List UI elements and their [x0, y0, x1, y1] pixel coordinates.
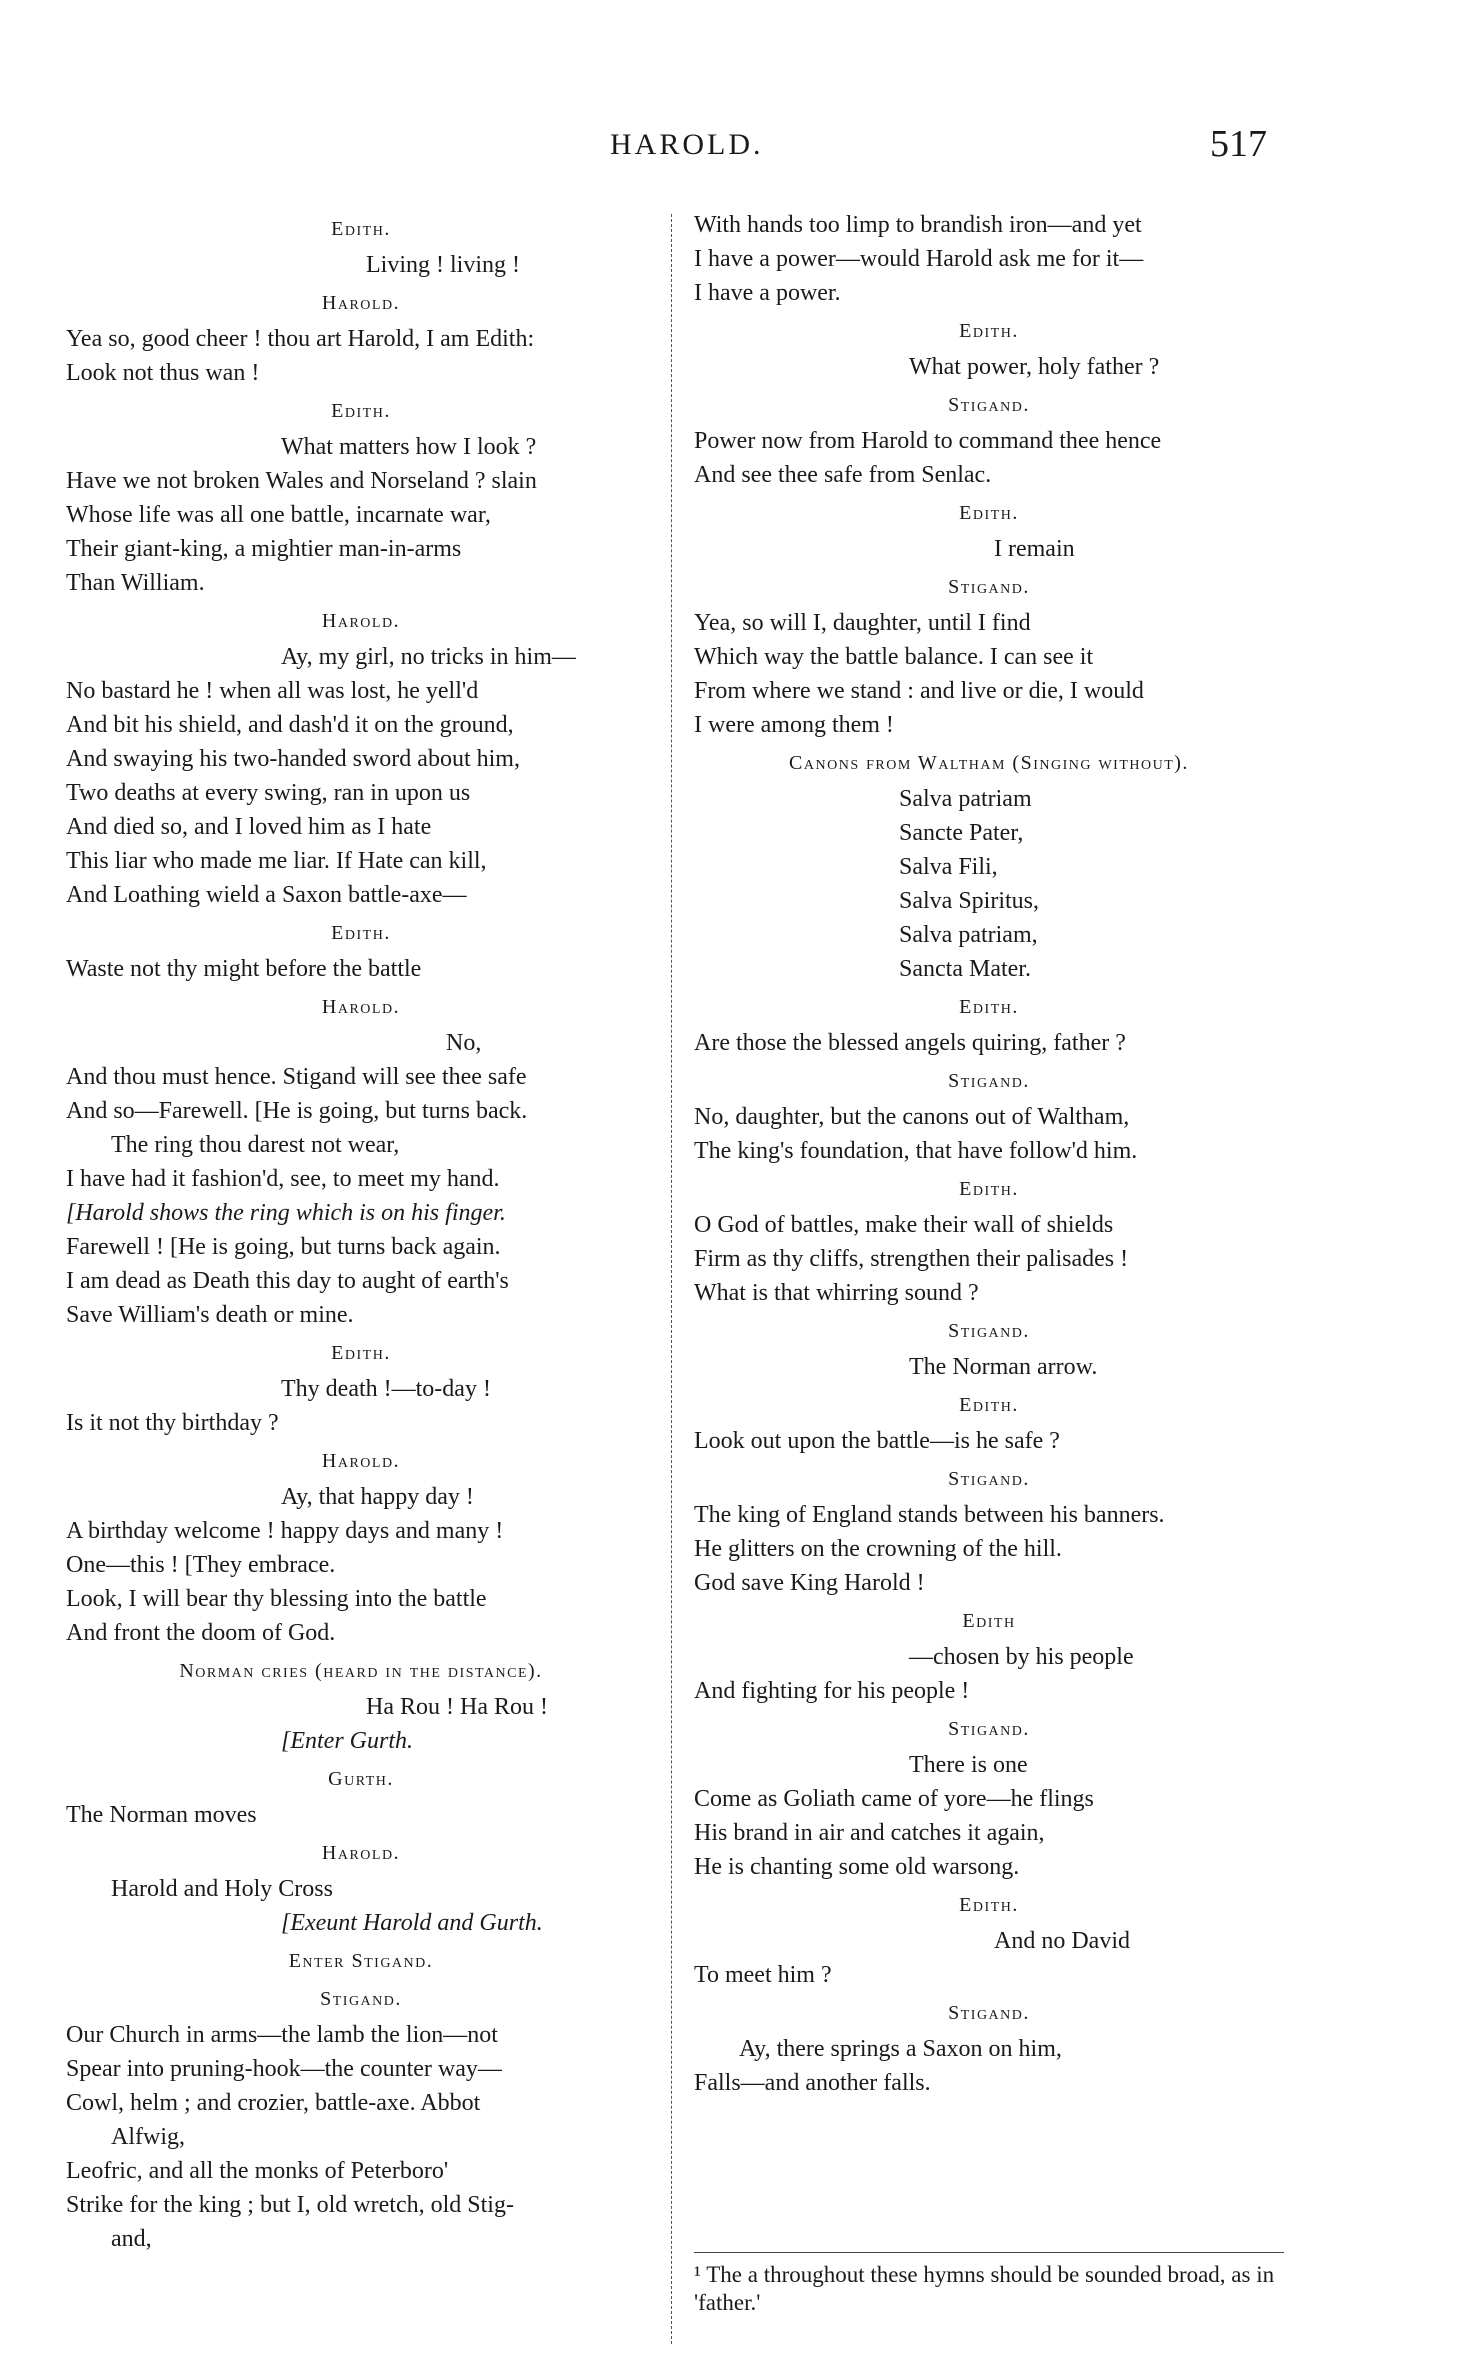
verse-line: Ha Rou ! Ha Rou !: [366, 1694, 548, 1720]
verse-line: No,: [446, 1030, 482, 1056]
verse-line: The Norman arrow.: [909, 1354, 1098, 1380]
verse-line: Living ! living !: [366, 252, 520, 278]
verse-line: His brand in air and catches it again,: [694, 1820, 1045, 1846]
verse-line: What is that whirring sound ?: [694, 1280, 979, 1306]
verse-line: Falls—and another falls.: [694, 2070, 931, 2096]
verse-line: Our Church in arms—the lamb the lion—not: [66, 2022, 498, 2048]
speaker-name: Edith.: [959, 1894, 1019, 1916]
speaker-name: Edith.: [959, 320, 1019, 342]
verse-line: And front the doom of God.: [66, 1620, 336, 1646]
verse-line: —chosen by his people: [909, 1644, 1134, 1670]
verse-line: Harold and Holy Cross: [111, 1876, 333, 1902]
verse-line: Which way the battle balance. I can see it: [694, 644, 1094, 670]
speaker-name: Edith.: [959, 502, 1019, 524]
speaker-name: Stigand.: [948, 394, 1030, 416]
verse-line: The ring thou darest not wear,: [111, 1132, 400, 1158]
verse-line: Look not thus wan !: [66, 360, 260, 386]
verse-line: Sancte Pater,: [899, 820, 1024, 846]
verse-line: To meet him ?: [694, 1962, 832, 1988]
speaker-name: Stigand.: [948, 2002, 1030, 2024]
verse-line: And died so, and I loved him as I hate: [66, 814, 432, 840]
verse-line: And bit his shield, and dash'd it on the ground,: [66, 712, 514, 738]
verse-line: I have a power—would Harold ask me for it—: [694, 246, 1144, 272]
verse-line: Have we not broken Wales and Norseland ? slain: [66, 468, 537, 494]
speaker-name: Edith.: [331, 922, 391, 944]
verse-line: [Harold shows the ring which is on his finger.: [66, 1200, 506, 1226]
verse-line: Ay, there springs a Saxon on him,: [739, 2036, 1062, 2062]
speaker-name: Stigand.: [948, 1070, 1030, 1092]
speaker-name: Gurth.: [328, 1768, 394, 1790]
speaker-name: Stigand.: [948, 1718, 1030, 1740]
verse-line: From where we stand : and live or die, I would: [694, 678, 1144, 704]
speaker-name: Edith.: [331, 218, 391, 240]
verse-line: And see thee safe from Senlac.: [694, 462, 992, 488]
verse-line: Firm as thy cliffs, strengthen their palisades !: [694, 1246, 1129, 1272]
speaker-name: Stigand.: [948, 576, 1030, 598]
right-column: [694, 208, 1284, 2100]
verse-line: And Loathing wield a Saxon battle-axe—: [66, 882, 467, 908]
verse-line: And no David: [994, 1928, 1130, 1954]
verse-line: Power now from Harold to command thee hence: [694, 428, 1162, 454]
verse-line: A birthday welcome ! happy days and many !: [66, 1518, 504, 1544]
verse-line: Two deaths at every swing, ran in upon us: [66, 780, 471, 806]
verse-line: Strike for the king ; but I, old wretch, old Stig-: [66, 2192, 514, 2218]
verse-line: Thy death !—to-day !: [281, 1376, 491, 1402]
left-column: [66, 208, 656, 2256]
speaker-name: Harold.: [321, 1842, 401, 1864]
verse-line: Than William.: [66, 570, 205, 596]
verse-line: One—this ! [They embrace.: [66, 1552, 336, 1578]
verse-line: I were among them !: [694, 712, 894, 738]
verse-line: Salva Spiritus,: [899, 888, 1040, 914]
verse-line: Leofric, and all the monks of Peterboro': [66, 2158, 449, 2184]
verse-line: Their giant-king, a mightier man-in-arms: [66, 536, 462, 562]
verse-line: And so—Farewell. [He is going, but turns back.: [66, 1098, 528, 1124]
verse-line: And thou must hence. Stigand will see thee safe: [66, 1064, 527, 1090]
verse-line: Sancta Mater.: [899, 956, 1031, 982]
verse-line: I remain: [994, 536, 1075, 562]
verse-line: Look out upon the battle—is he safe ?: [694, 1428, 1060, 1454]
verse-line: Yea so, good cheer ! thou art Harold, I am Edith:: [66, 326, 535, 352]
verse-line: There is one: [909, 1752, 1028, 1778]
speaker-name: Harold.: [321, 610, 401, 632]
verse-line: Ay, my girl, no tricks in him—: [281, 644, 576, 670]
verse-line: O God of battles, make their wall of shields: [694, 1212, 1114, 1238]
verse-line: Salva Fili,: [899, 854, 998, 880]
column-divider: [671, 214, 672, 2344]
running-title: HAROLD.: [610, 128, 764, 161]
verse-line: What matters how I look ?: [281, 434, 537, 460]
verse-line: Yea, so will I, daughter, until I find: [694, 610, 1031, 636]
verse-line: This liar who made me liar. If Hate can kill,: [66, 848, 487, 874]
verse-line: Farewell ! [He is going, but turns back again.: [66, 1234, 501, 1260]
verse-line: Whose life was all one battle, incarnate war,: [66, 502, 491, 528]
speaker-name: Harold.: [321, 1450, 401, 1472]
verse-line: Cowl, helm ; and crozier, battle-axe. Abbot: [66, 2090, 481, 2116]
verse-line: [Enter Gurth.: [281, 1728, 413, 1754]
verse-line: No bastard he ! when all was lost, he yell'd: [66, 678, 479, 704]
verse-line: [Exeunt Harold and Gurth.: [281, 1910, 543, 1936]
verse-line: And swaying his two-handed sword about him,: [66, 746, 520, 772]
verse-line: What power, holy father ?: [909, 354, 1160, 380]
page-header: [0, 123, 1470, 178]
verse-line: I am dead as Death this day to aught of earth's: [66, 1268, 509, 1294]
speaker-name: Stigand.: [948, 1320, 1030, 1342]
speaker-name: Norman cries (heard in the distance).: [179, 1660, 543, 1682]
verse-line: Alfwig,: [111, 2124, 185, 2150]
verse-line: Save William's death or mine.: [66, 1302, 354, 1328]
speaker-name: Harold.: [321, 996, 401, 1018]
verse-line: Is it not thy birthday ?: [66, 1410, 279, 1436]
verse-line: Salva patriam: [899, 786, 1032, 812]
verse-line: God save King Harold !: [694, 1570, 925, 1596]
verse-line: and,: [111, 2226, 152, 2252]
speaker-name: Stigand.: [320, 1988, 402, 2010]
verse-line: I have a power.: [694, 280, 841, 306]
verse-line: With hands too limp to brandish iron—and yet: [694, 212, 1142, 238]
verse-line: I have had it fashion'd, see, to meet my hand.: [66, 1166, 500, 1192]
verse-line: The king's foundation, that have follow'd him.: [694, 1138, 1138, 1164]
page-number: 517: [1210, 123, 1267, 165]
speaker-name: Edith.: [331, 1342, 391, 1364]
verse-line: Spear into pruning-hook—the counter way—: [66, 2056, 502, 2082]
footnote: ¹ The a throughout these hymns should be sounded broad, as in 'father.': [694, 2252, 1284, 2317]
verse-line: Ay, that happy day !: [281, 1484, 474, 1510]
verse-line: He is chanting some old warsong.: [694, 1854, 1020, 1880]
verse-line: The king of England stands between his banners.: [694, 1502, 1165, 1528]
verse-line: Look, I will bear thy blessing into the battle: [66, 1586, 487, 1612]
speaker-name: Edith.: [959, 1178, 1019, 1200]
speaker-name: Edith.: [331, 400, 391, 422]
verse-line: No, daughter, but the canons out of Waltham,: [694, 1104, 1130, 1130]
verse-line: The Norman moves: [66, 1802, 257, 1828]
speaker-name: Stigand.: [948, 1468, 1030, 1490]
verse-line: And fighting for his people !: [694, 1678, 970, 1704]
verse-line: He glitters on the crowning of the hill.: [694, 1536, 1062, 1562]
speaker-name: Edith.: [959, 996, 1019, 1018]
verse-line: Are those the blessed angels quiring, father ?: [694, 1030, 1126, 1056]
speaker-name: Harold.: [321, 292, 401, 314]
verse-line: Come as Goliath came of yore—he flings: [694, 1786, 1094, 1812]
speaker-name: Edith.: [959, 1394, 1019, 1416]
verse-line: Waste not thy might before the battle: [66, 956, 422, 982]
speaker-name: Edith: [962, 1610, 1016, 1632]
speaker-name: Enter Stigand.: [288, 1950, 434, 1972]
speaker-name: Canons from Waltham (Singing without).: [789, 752, 1189, 774]
verse-line: Salva patriam,: [899, 922, 1038, 948]
